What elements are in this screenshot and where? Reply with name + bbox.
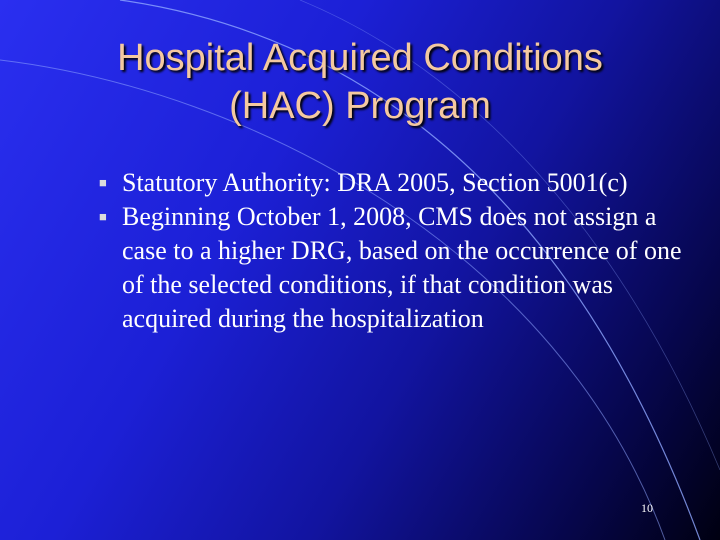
bullet-text: Beginning October 1, 2008, CMS does not assign a case to a higher DRG, based on the occurrence of one of the selected conditions, if that condition was acquired during the hospitalization xyxy=(122,202,682,333)
page-number: 10 xyxy=(641,501,653,515)
slide-title-line-1: Hospital Acquired Conditions xyxy=(117,37,603,79)
bullet-item xyxy=(99,200,697,336)
square-bullet-icon: ■ xyxy=(99,209,107,224)
slide-title xyxy=(40,34,680,130)
slide-title-line-2: (HAC) Program xyxy=(229,85,491,127)
bullet-list xyxy=(99,166,697,336)
bullet-text: Statutory Authority: DRA 2005, Section 5001(c) xyxy=(122,168,628,197)
bullet-item xyxy=(99,166,697,200)
square-bullet-icon: ■ xyxy=(99,175,107,190)
